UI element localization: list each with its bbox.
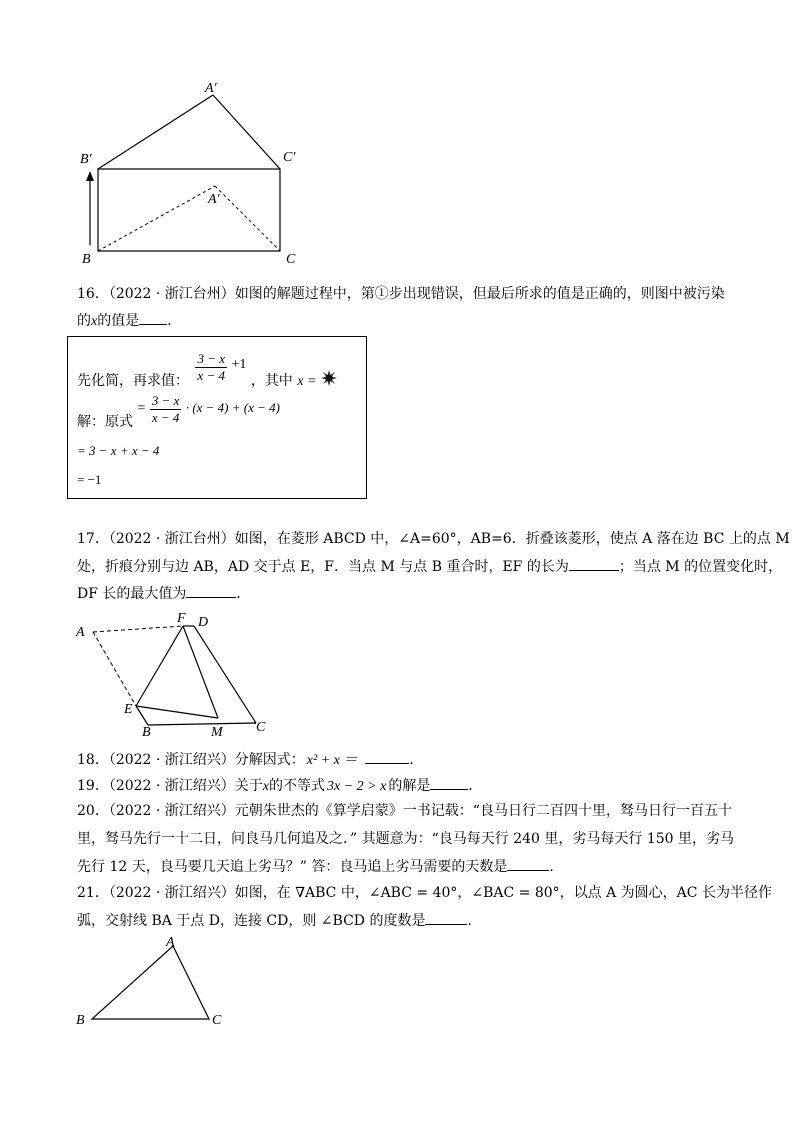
fig17-rhombus-figure: [70, 610, 280, 740]
q16-line1: 16．（2022 · 浙江台州）如图的解题过程中，第①步出现错误，但最后所求的值是正确的，则图中被污染: [77, 286, 725, 302]
label-a-prime-mid: A′: [208, 192, 220, 207]
label-c: C: [212, 1013, 222, 1028]
label-f: F: [177, 611, 186, 626]
q16-prompt: 先化简，再求值：: [77, 372, 189, 389]
q17-answer-blank-2: [186, 583, 236, 598]
label-c: C: [256, 720, 266, 735]
label-m: M: [211, 725, 223, 740]
label-b: B: [142, 725, 151, 740]
q17-line1: 17．（2022 · 浙江台州）如图，在菱形 ABCD 中，∠A=60°，AB=6．折叠该菱形，使点 A 落在边 BC 上的点 M: [77, 531, 790, 547]
q21-line2: 弧，交射线 BA 于点 D，连接 CD，则 ∠BCD 的度数是 ．: [77, 910, 481, 931]
q20-line2: 里，驽马先行一十二日，问良马几何追及之．” 其题意为：“良马每天行 240 里，劣马每天行 150 里，劣马: [77, 831, 735, 847]
q17-answer-blank-1: [569, 556, 619, 571]
q21-answer-blank: [425, 910, 467, 925]
q16-line2: 的x的值是 ．: [77, 310, 181, 332]
label-b-prime: B′: [80, 152, 92, 167]
label-b: B: [76, 1013, 85, 1028]
q19-answer-blank: [430, 775, 468, 790]
q16-fraction-2: $\frac{3 - x}{x - 4}$: [151, 393, 180, 425]
q16-step3: = −1: [77, 472, 102, 487]
q21-line1: 21．（2022 · 浙江绍兴）如图，在 ∇ABC 中，∠ABC = 40°，∠BAC = 80°，以点 A 为圆心，AC 长为半径作: [77, 885, 772, 901]
q19-line: 19．（2022 · 浙江绍兴）关于x的不等式 3x − 2 > x 的解是 ．: [77, 775, 482, 797]
label-a: A: [166, 935, 175, 950]
q16-solution-box: [67, 336, 367, 499]
fig21-triangle-figure: [70, 932, 240, 1032]
q18-line: 18．（2022 · 浙江绍兴）分解因式： x² + x ＝ ．: [77, 749, 423, 771]
q16-solution-row: 解：原式 = $\frac{3 - x}{x - 4}$ · (x − 4) + (x − 4): [77, 393, 280, 430]
q17-line2: 处，折痕分别与边 AB，AD 交于点 E，F．当点 M 与点 B 重合时，EF 的长为 ；当点 M 的位置变化时，: [77, 556, 782, 577]
q20-line1: 20．（2022 · 浙江绍兴）元朝朱世杰的《算学启蒙》一书记载：“良马日行二百四十里，驽马日行一百五十: [77, 803, 732, 819]
q16-answer-blank: [139, 310, 167, 325]
q16-prompt-row: 先化简，再求值： $\frac{3 - x}{x - 4}$ +1 ，其中 x =: [77, 351, 337, 384]
q17-line3: DF 长的最大值为 ．: [77, 583, 250, 604]
q18-answer-blank: [365, 749, 409, 764]
q16-fraction: $\frac{3 - x}{x - 4}$: [197, 351, 225, 383]
q16-step2: = 3 − x + x − 4: [77, 443, 160, 458]
label-c: C: [286, 252, 296, 267]
q20-answer-blank: [507, 856, 549, 871]
label-a-prime-top: A′: [205, 81, 217, 96]
ink-stain-icon: [321, 370, 337, 386]
fig15-translation-figure: [70, 75, 310, 270]
label-a: A: [76, 625, 85, 640]
label-e: E: [124, 702, 133, 717]
label-c-prime: C′: [283, 150, 296, 165]
q20-line3: 先行 12 天，良马要几天追上劣马？” 答：良马追上劣马需要的天数是 ．: [77, 856, 563, 877]
label-b: B: [82, 252, 91, 267]
label-d: D: [198, 615, 209, 630]
